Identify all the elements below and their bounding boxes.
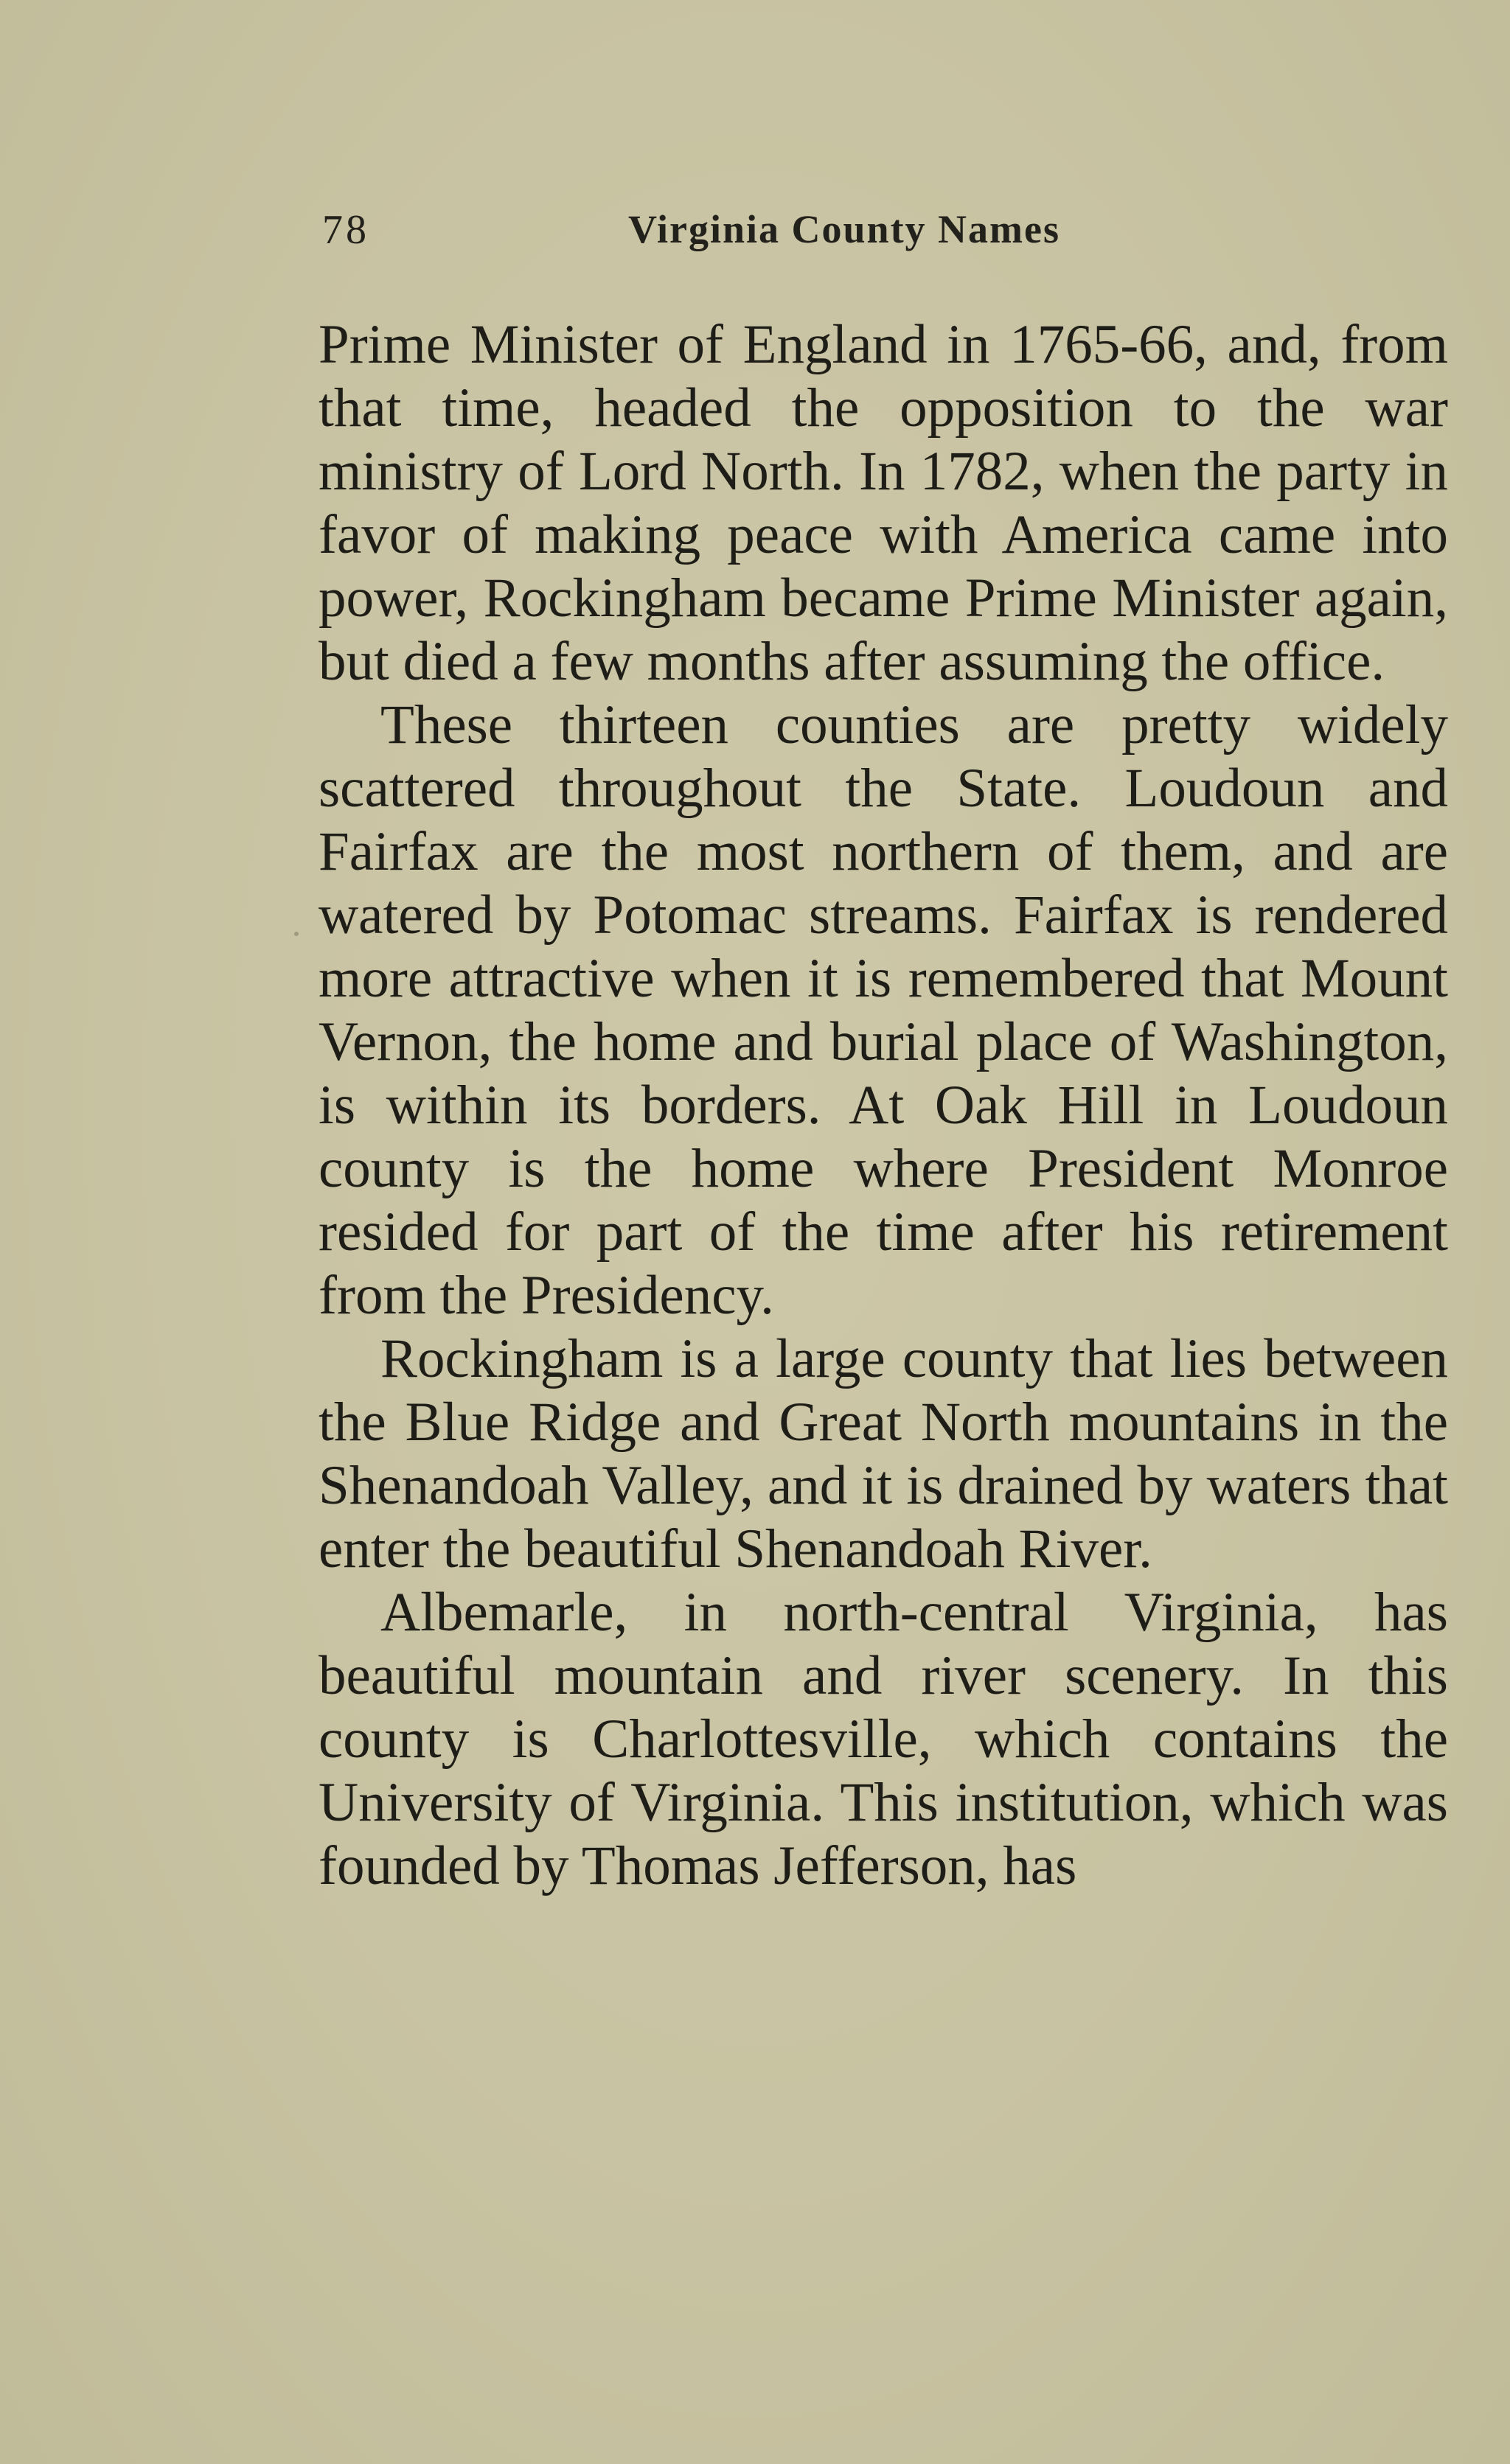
margin-speck bbox=[294, 932, 299, 936]
paragraph-thirteen-counties: These thirteen counties are pretty widely scattered throughout the State. Loudoun and Fairfax are the most northern of them, and are watered by Potomac streams. Fairfax is rendered more attractive when it is remembered that Mount Vernon, the home and burial place of Washington, is within its borders. At Oak Hill in Loudoun county is the home where President Monroe resided for part of the time after his retirement from the Presidency. bbox=[319, 694, 1448, 1326]
page-header bbox=[322, 206, 1148, 265]
paragraph-continued: Prime Minister of England in 1765-66, and, from that time, headed the opposition to the war ministry of Lord North. In 1782, when the party in favor of making peace with America came into power, Rockingham became Prime Minister again, but died a few months after assuming the office. bbox=[319, 314, 1448, 692]
page-number: 78 bbox=[322, 207, 369, 253]
running-title: Virginia County Names bbox=[628, 207, 1061, 251]
paragraph-albemarle: Albemarle, in north-central Virginia, has beautiful mountain and river scenery. In this county is Charlottesville, which contains the University of Virginia. This institution, which was founded by Thomas Jefferson, has bbox=[319, 1582, 1448, 1896]
body-text bbox=[319, 313, 1448, 1898]
paragraph-rockingham: Rockingham is a large county that lies between the Blue Ridge and Great North mountains in the Shenandoah Valley, and it is drained by waters that enter the beautiful Shenandoah River. bbox=[319, 1328, 1448, 1580]
